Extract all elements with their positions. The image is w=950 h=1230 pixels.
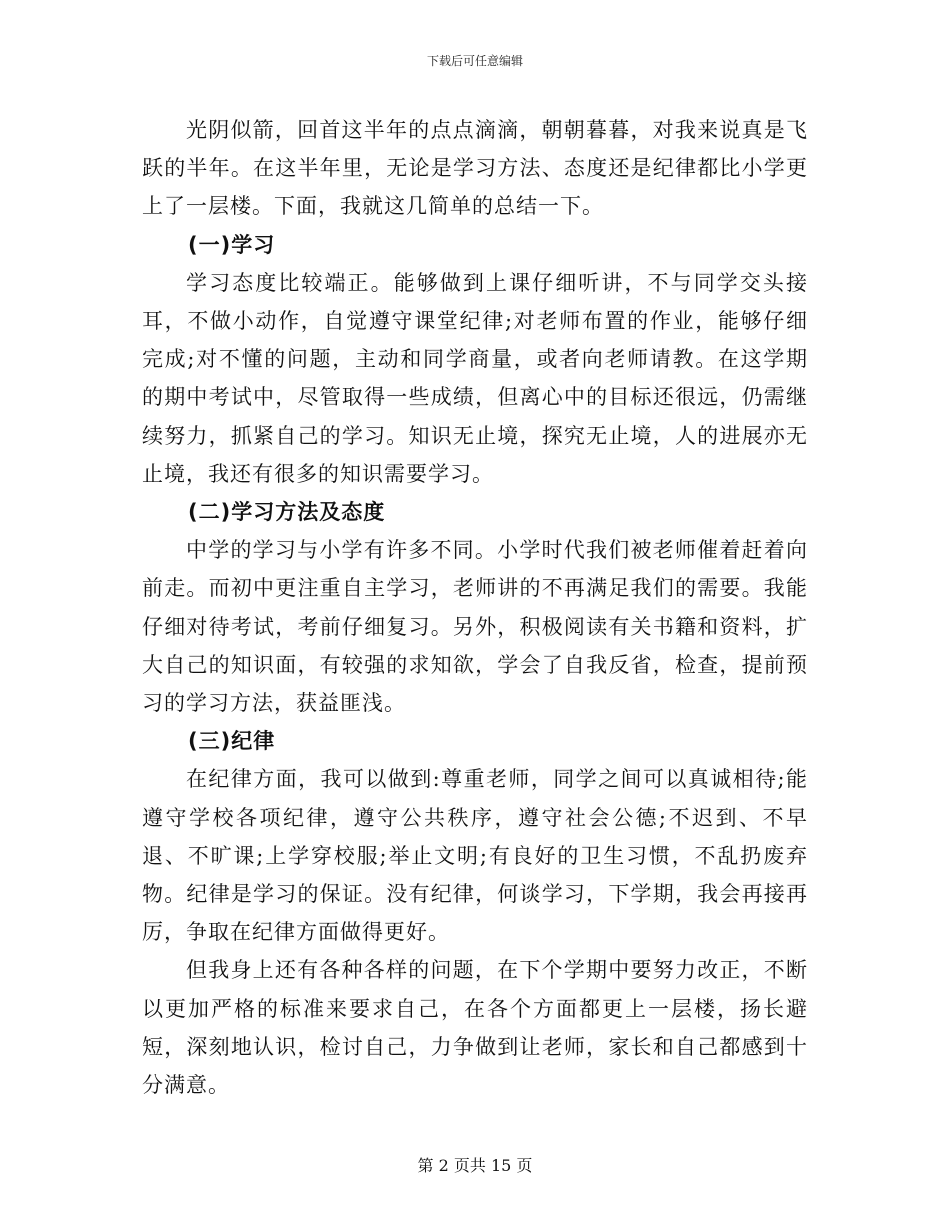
document-body [142, 111, 808, 1104]
section-heading-method: (二)学习方法及态度 [188, 500, 386, 525]
section-heading-discipline: (三)纪律 [188, 729, 276, 754]
section-paragraph-study: 学习态度比较端正。能够做到上课仔细听讲，不与同学交头接耳，不做小动作，自觉遵守课堂纪律;对老师布置的作业，能够仔细完成;对不懂的问题，主动和同学商量，或者向老师请教。在这学期的期中考试中，尽管取得一些成绩，但离心中的目标还很远，仍需继续努力，抓紧自己的学习。知识无止境，探究无止境，人的进展亦无止境，我还有很多的知识需要学习。 [142, 270, 808, 486]
section-paragraph-discipline: 在纪律方面，我可以做到:尊重老师，同学之间可以真诚相待;能遵守学校各项纪律，遵守公共秩序，遵守社会公德;不迟到、不早退、不旷课;上学穿校服;举止文明;有良好的卫生习惯，不乱扔废弃物。纪律是学习的保证。没有纪律，何谈学习，下学期，我会再接再厉，争取在纪律方面做得更好。 [142, 767, 808, 945]
section-heading-study: (一)学习 [188, 232, 276, 257]
conclusion-paragraph: 但我身上还有各种各样的问题，在下个学期中要努力改正，不断以更加严格的标准来要求自己，在各个方面都更上一层楼，扬长避短，深刻地认识，检讨自己，力争做到让老师，家长和自己都感到十分满意。 [142, 958, 808, 1098]
intro-paragraph: 光阴似箭，回首这半年的点点滴滴，朝朝暮暮，对我来说真是飞跃的半年。在这半年里，无论是学习方法、态度还是纪律都比小学更上了一层楼。下面，我就这几简单的总结一下。 [142, 118, 808, 219]
section-paragraph-method: 中学的学习与小学有许多不同。小学时代我们被老师催着赶着向前走。而初中更注重自主学习，老师讲的不再满足我们的需要。我能仔细对待考试，考前仔细复习。另外，积极阅读有关书籍和资料，扩大自己的知识面，有较强的求知欲，学会了自我反省，检查，提前预习的学习方法，获益匪浅。 [142, 538, 808, 716]
page-number: 第 2 页共 15 页 [417, 1156, 533, 1175]
page-header: 下载后可任意编辑 [426, 54, 523, 68]
